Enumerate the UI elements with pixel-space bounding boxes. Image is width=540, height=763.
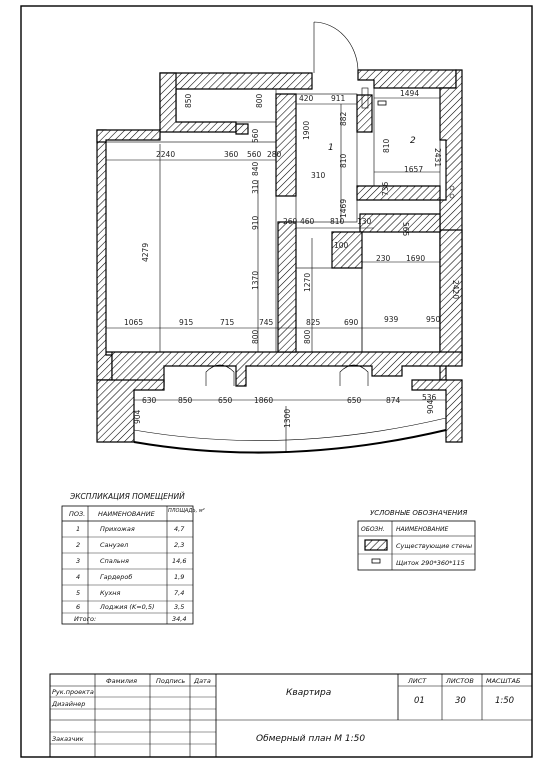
- row-pos: 2: [76, 541, 81, 549]
- dim-label: 911: [331, 94, 346, 103]
- wall-corridor-mid: [278, 222, 296, 352]
- legend-panel-icon: [372, 559, 380, 563]
- wall-hall-left: [276, 94, 296, 196]
- row-pos: 1: [76, 525, 81, 533]
- panel-symbol: [378, 101, 386, 105]
- wall-loggia-left: [97, 380, 164, 442]
- dim-label: 1065: [124, 318, 144, 327]
- loggia-arc: [134, 430, 446, 453]
- row-pos: 6: [76, 603, 81, 611]
- dim-label: 800: [251, 329, 260, 344]
- dim-label: 560: [251, 128, 260, 143]
- dim-label: 280: [267, 150, 282, 159]
- sheets-label: ЛИСТОВ: [446, 677, 474, 685]
- entrance-door: [314, 22, 358, 73]
- dim-label: 650: [218, 396, 233, 405]
- dim-label: 2431: [433, 148, 442, 168]
- header-area: ПЛОЩАДЬ, м²: [168, 508, 205, 514]
- role-client: Заказчик: [52, 735, 84, 743]
- dim-label: 874: [386, 396, 401, 405]
- dim-label: 810: [330, 217, 345, 226]
- explication-table: [62, 492, 205, 624]
- dim-label: 939: [384, 315, 399, 324]
- sheet-label: ЛИСТ: [408, 677, 427, 685]
- row-pos: 3: [76, 557, 81, 565]
- wall-top-right: [358, 70, 456, 88]
- dim-label: 420: [299, 94, 314, 103]
- row-area: 3,5: [174, 603, 185, 611]
- dim-label: 1860: [254, 396, 274, 405]
- dim-label: 840: [251, 161, 260, 176]
- row-area: 7,4: [174, 589, 185, 597]
- legend-item: Щиток 290*360*115: [396, 559, 465, 567]
- dim-label: 630: [142, 396, 157, 405]
- dim-label: 850: [178, 396, 193, 405]
- explication-title: ЭКСПЛИКАЦИЯ ПОМЕЩЕНИЙ: [70, 492, 185, 501]
- room-label-2: 2: [410, 136, 416, 146]
- dim-label: 690: [344, 318, 359, 327]
- dim-label: 310: [251, 179, 260, 194]
- dim-label: 950: [426, 315, 441, 324]
- row-pos: 4: [76, 573, 81, 581]
- sheet-title: Обмерный план М 1:50: [256, 734, 366, 744]
- dim-label: 2420: [451, 280, 460, 300]
- dim-label: 825: [306, 318, 321, 327]
- dim-label: 850: [184, 93, 193, 108]
- row-pos: 5: [76, 589, 81, 597]
- floor-plan: [97, 22, 462, 453]
- total-label: Итого:: [74, 615, 97, 623]
- sheet-number: 01: [414, 696, 425, 706]
- dim-label: 310: [311, 171, 326, 180]
- dim-label: 565: [401, 222, 410, 237]
- dim-label: 100: [334, 241, 349, 250]
- room-kitchen: [362, 232, 440, 352]
- dim-label: 800: [303, 329, 312, 344]
- legend-header-name: НАИМЕНОВАНИЕ: [396, 526, 449, 533]
- scale-label: МАСШТАБ: [486, 677, 521, 685]
- dim-label: 1270: [303, 272, 312, 292]
- wall-ward-stub: [236, 124, 248, 134]
- dim-label: 745: [259, 318, 274, 327]
- room-label-1: 1: [328, 143, 334, 153]
- sheets-total: 30: [455, 696, 466, 706]
- wall-bath-bottom: [357, 186, 440, 200]
- row-area: 4,7: [174, 525, 185, 533]
- dim-label: 1300: [283, 408, 292, 428]
- row-area: 14,6: [172, 557, 187, 565]
- wall-kitchen-left: [332, 232, 362, 268]
- dim-label: 800: [255, 93, 264, 108]
- wall-left: [97, 130, 112, 380]
- dim-label: 560: [247, 150, 262, 159]
- row-name: Санузел: [100, 541, 129, 549]
- dim-label: 882: [339, 111, 348, 126]
- dim-label: 736: [381, 181, 390, 196]
- row-name: Гардероб: [100, 573, 133, 581]
- dim-label: 904: [426, 399, 435, 414]
- row-area: 1,9: [174, 573, 185, 581]
- dim-label: 715: [220, 318, 235, 327]
- dim-label: 1494: [400, 89, 420, 98]
- title-block: [50, 674, 532, 757]
- row-name: Кухня: [100, 589, 121, 597]
- legend-hatch-icon: [365, 540, 387, 550]
- window-arch-right: [340, 365, 368, 386]
- dim-label: 1900: [302, 120, 311, 140]
- wall-bath: [357, 95, 372, 132]
- wall-left-top: [97, 130, 160, 142]
- role-designer: Дизайнер: [52, 700, 86, 708]
- col-sign: Подпись: [156, 677, 186, 685]
- dim-label: 810: [339, 153, 348, 168]
- project-name: Квартира: [286, 688, 332, 698]
- row-area: 2,3: [174, 541, 185, 549]
- dim-label: 1469: [339, 198, 348, 218]
- dim-label: 130: [357, 217, 372, 226]
- row-name: Прихожая: [100, 525, 135, 533]
- col-surname: Фамилия: [106, 677, 137, 685]
- total-value: 34,4: [172, 615, 187, 623]
- dim-label: 2240: [156, 150, 176, 159]
- scale-value: 1:50: [495, 696, 515, 706]
- legend: [358, 509, 475, 570]
- window-arch-left: [206, 365, 234, 386]
- role-lead: Рук.проекта: [52, 688, 94, 696]
- dim-label: 260: [283, 217, 298, 226]
- dim-label: 230: [376, 254, 391, 263]
- dim-label: 360: [224, 150, 239, 159]
- dim-label: 904: [133, 409, 142, 424]
- dim-label: 915: [179, 318, 194, 327]
- dim-label: 460: [300, 217, 315, 226]
- legend-header-sym: ОБОЗН.: [361, 526, 385, 533]
- legend-item: Существующие стены: [396, 542, 473, 550]
- wall-kitchen-top: [360, 214, 440, 232]
- dim-label: 1690: [406, 254, 426, 263]
- legend-title: УСЛОВНЫЕ ОБОЗНАЧЕНИЯ: [370, 509, 468, 517]
- dim-label: 810: [382, 138, 391, 153]
- row-name: Спальня: [100, 557, 129, 565]
- dim-label: 650: [347, 396, 362, 405]
- dim-label: 1370: [251, 270, 260, 290]
- dim-label: 4279: [141, 242, 150, 262]
- col-date: Дата: [194, 677, 211, 685]
- header-name: НАИМЕНОВАНИЕ: [98, 510, 155, 518]
- header-pos: ПОЗ.: [69, 510, 86, 518]
- dim-label: 536: [422, 393, 437, 402]
- dim-label: 1657: [404, 165, 424, 174]
- row-name: Лоджия (K=0,5): [100, 603, 155, 611]
- dim-label: 910: [251, 215, 260, 230]
